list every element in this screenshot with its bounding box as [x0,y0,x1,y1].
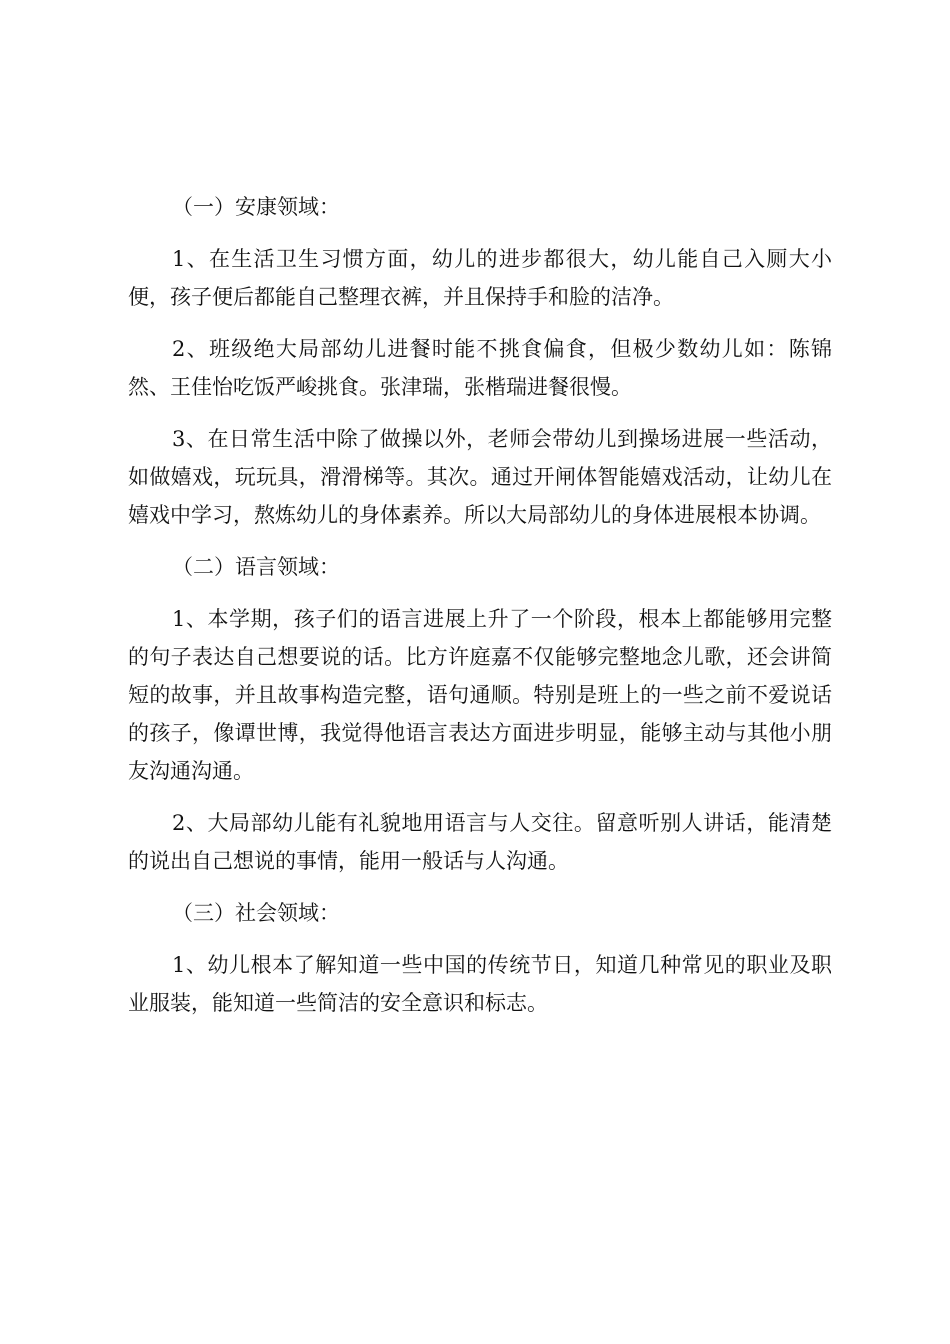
section-heading-social: （三）社会领域： [172,901,340,925]
section-heading-language: （二）语言领域： [172,555,340,579]
language-paragraph-1: 1、本学期，孩子们的语言进展上升了一个阶段，根本上都能够用完整的句子表达自己想要说的话。比方许庭嘉不仅能够完整地念儿歌，还会讲简短的故事，并且故事构造完整，语句通顺。特别是班上的一些之前不爱说话的孩子，像谭世博，我觉得他语言表达方面进步明显，能够主动与其他小朋友沟通沟通。 [128,607,832,783]
section-heading-health: （一）安康领域： [172,195,340,219]
health-paragraph-3: 3、在日常生活中除了做操以外，老师会带幼儿到操场进展一些活动，如做嬉戏，玩玩具，滑滑梯等。其次。通过开闸体智能嬉戏活动，让幼儿在嬉戏中学习，熬炼幼儿的身体素养。所以大局部幼儿的身体进展根本协调。 [128,427,832,527]
document-body [128,188,832,1036]
health-paragraph-1: 1、在生活卫生习惯方面，幼儿的进步都很大，幼儿能自己入厕大小便，孩子便后都能自己整理衣裤，并且保持手和脸的洁净。 [128,247,832,309]
health-paragraph-2: 2、班级绝大局部幼儿进餐时能不挑食偏食，但极少数幼儿如：陈锦然、王佳怡吃饭严峻挑食。张津瑞，张楷瑞进餐很慢。 [128,337,832,399]
social-paragraph-1: 1、幼儿根本了解知道一些中国的传统节日，知道几种常见的职业及职业服装，能知道一些简洁的安全意识和标志。 [128,953,832,1015]
language-paragraph-2: 2、大局部幼儿能有礼貌地用语言与人交往。留意听别人讲话，能清楚的说出自己想说的事情，能用一般话与人沟通。 [128,811,832,873]
